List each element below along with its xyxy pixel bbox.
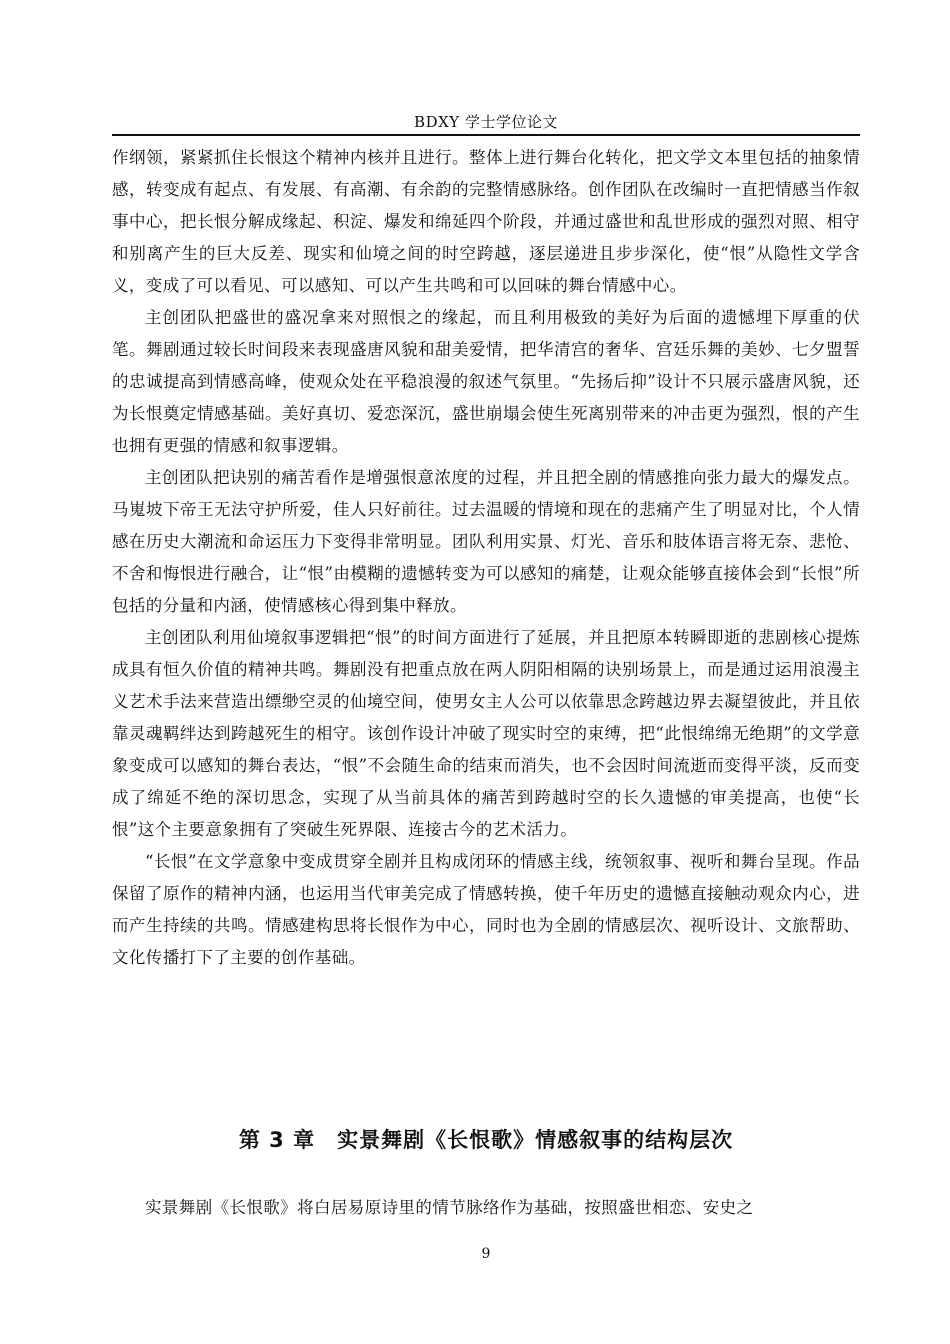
chapter-opening-line: 实景舞剧《长恨歌》将白居易原诗里的情节脉络作为基础，按照盛世相恋、安史之	[145, 1198, 754, 1217]
paragraph-fairyland: 主创团队利用仙境叙事逻辑把“恨”的时间方面进行了延展，并且把原本转瞬即逝的悲剧核心提炼成具有恒久价值的精神共鸣。舞剧没有把重点放在两人阴阳相隔的诀别场景上，而是通过运用浪漫主义艺术手法来营造出缥缈空灵的仙境空间，使男女主人公可以依靠思念跨越边界去凝望彼此，并且依靠灵魂羁绊达到跨越死生的相守。该创作设计冲破了现实时空的束缚，把“此恨绵绵无绝期”的文学意象变成可以感知的舞台表达，“恨”不会随生命的结束而消失，也不会因时间流逝而变得平淡，反而变成了绵延不绝的深切思念，实现了从当前具体的痛苦到跨越时空的长久遗憾的审美提高，也使“长恨”这个主要意象拥有了突破生死界限、连接古今的艺术活力。	[112, 628, 860, 839]
paragraph-summary: “长恨”在文学意象中变成贯穿全剧并且构成闭环的情感主线，统领叙事、视听和舞台呈现。作品保留了原作的精神内涵，也运用当代审美完成了情感转换，使千年历史的遗憾直接触动观众内心，进而产生持续的共鸣。情感建构思将长恨作为中心，同时也为全剧的情感层次、视听设计、文旅帮助、文化传播打下了主要的创作基础。	[112, 852, 860, 967]
running-header: BDXY 学士学位论文	[414, 113, 558, 131]
header-rule	[112, 134, 860, 136]
chapter-heading	[112, 1124, 860, 1156]
paragraph-continuation: 作纲领，紧紧抓住长恨这个精神内核并且进行。整体上进行舞台化转化，把文学文本里包括的抽象情感，转变成有起点、有发展、有高潮、有余韵的完整情感脉络。创作团队在改编时一直把情感当作叙事中心，把长恨分解成缘起、积淀、爆发和绵延四个阶段，并通过盛世和乱世形成的强烈对照、相守和别离产生的巨大反差、现实和仙境之间的时空跨越，逐层递进且步步深化，使“恨”从隐性文学含义，变成了可以看见、可以感知、可以产生共鸣和可以回味的舞台情感中心。	[112, 148, 860, 295]
chapter-number: 第 3 章	[238, 1128, 316, 1152]
body-text	[112, 142, 860, 974]
paragraph-prosperity: 主创团队把盛世的盛况拿来对照恨之的缘起，而且利用极致的美好为后面的遗憾埋下厚重的伏笔。舞剧通过较长时间段来表现盛唐风貌和甜美爱情，把华清宫的奢华、宫廷乐舞的美妙、七夕盟誓的忠诚提高到情感高峰，使观众处在平稳浪漫的叙述气氛里。“先扬后抑”设计不只展示盛唐风貌，还为长恨奠定情感基础。美好真切、爱恋深沉，盛世崩塌会使生死离别带来的冲击更为强烈，恨的产生也拥有更强的情感和叙事逻辑。	[112, 308, 860, 455]
page-number: 9	[481, 1246, 491, 1262]
chapter-body	[112, 1192, 860, 1224]
chapter-title: 实景舞剧《长恨歌》情感叙事的结构层次	[337, 1128, 734, 1152]
paragraph-farewell: 主创团队把诀别的痛苦看作是增强恨意浓度的过程，并且把全剧的情感推向张力最大的爆发点。马嵬坡下帝王无法守护所爱，佳人只好前往。过去温暖的情境和现在的悲痛产生了明显对比，个人情感在历史大潮流和命运压力下变得非常明显。团队利用实景、灯光、音乐和肢体语言将无奈、悲怆、不舍和悔恨进行融合，让“恨”由模糊的遗憾转变为可以感知的痛楚，让观众能够直接体会到“长恨”所包括的分量和内涵，使情感核心得到集中释放。	[112, 468, 860, 615]
